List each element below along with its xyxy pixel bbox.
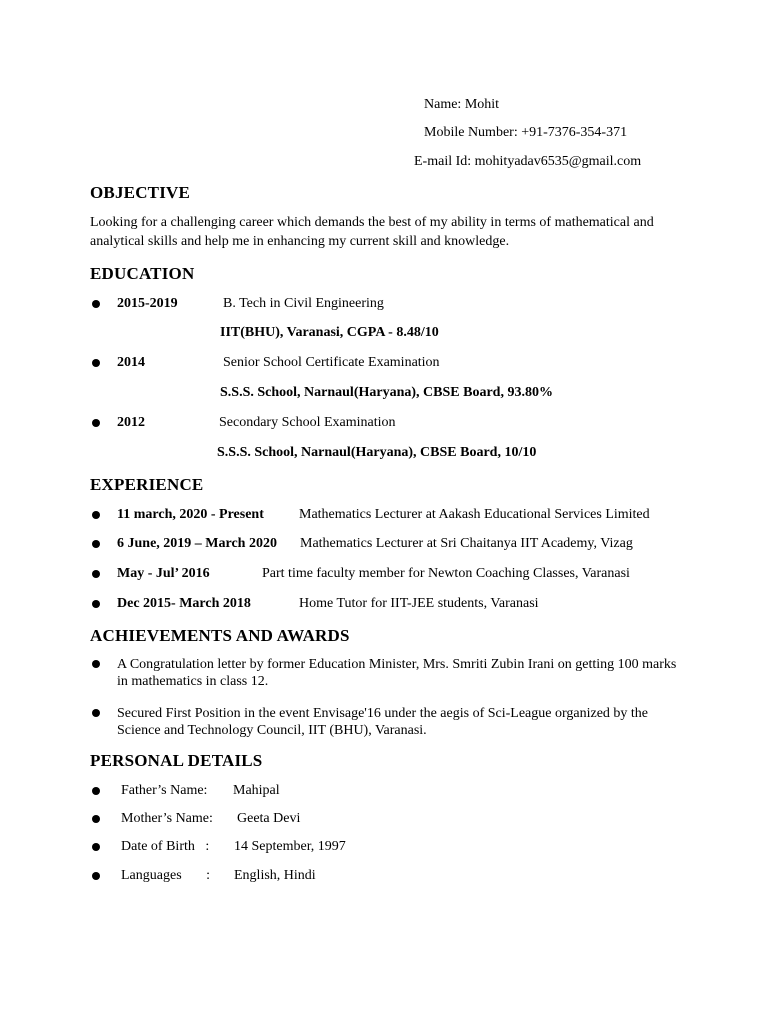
objective-text: Looking for a challenging career which demands the best of my ability in terms of mathematical and analytical skills and help me in enhancing my current skill and knowledge. — [90, 215, 654, 249]
bullet-icon — [92, 511, 100, 519]
achievement-item: A Congratulation letter by former Education Minister, Mrs. Smriti Zubin Irani on getting 100 marks in mathematics in class 12. — [117, 657, 677, 689]
bullet-icon — [92, 843, 100, 851]
bullet-icon — [92, 872, 100, 880]
objective-heading: OBJECTIVE — [90, 183, 191, 202]
personal-label: Mother’s Name: — [121, 811, 213, 826]
education-year: 2015-2019 — [117, 296, 178, 311]
education-heading: EDUCATION — [90, 264, 195, 283]
experience-heading: EXPERIENCE — [90, 475, 204, 494]
experience-period: 6 June, 2019 – March 2020 — [117, 536, 277, 551]
experience-period: Dec 2015- March 2018 — [117, 596, 251, 611]
education-title: B. Tech in Civil Engineering — [223, 296, 384, 311]
mobile-line: Mobile Number: +91-7376-354-371 — [424, 125, 628, 140]
personal-value: English, Hindi — [234, 868, 316, 883]
experience-period: May - Jul’ 2016 — [117, 566, 210, 581]
education-year: 2012 — [117, 415, 145, 430]
personal-label: Date of Birth : — [121, 839, 210, 854]
personal-value: 14 September, 1997 — [234, 839, 346, 854]
personal-label: Languages : — [121, 868, 211, 883]
education-title: Senior School Certificate Examination — [223, 355, 440, 370]
achievement-item: Secured First Position in the event Envisage'16 under the aegis of Sci-League organized by the Science and Technology Council, IIT (BHU), Varanasi. — [117, 706, 649, 738]
education-detail: S.S.S. School, Narnaul(Haryana), CBSE Board, 10/10 — [217, 445, 537, 460]
bullet-icon — [92, 709, 100, 717]
personal-value: Geeta Devi — [237, 811, 301, 826]
achievements-heading: ACHIEVEMENTS AND AWARDS — [90, 626, 350, 645]
experience-role: Part time faculty member for Newton Coaching Classes, Varanasi — [262, 566, 630, 581]
experience-role: Mathematics Lecturer at Sri Chaitanya IIT Academy, Vizag — [300, 536, 633, 551]
education-detail: IIT(BHU), Varanasi, CGPA - 8.48/10 — [220, 325, 439, 340]
bullet-icon — [92, 540, 100, 548]
personal-heading: PERSONAL DETAILS — [90, 751, 263, 770]
experience-role: Home Tutor for IIT-JEE students, Varanasi — [299, 596, 539, 611]
education-year: 2014 — [117, 355, 145, 370]
bullet-icon — [92, 815, 100, 823]
bullet-icon — [92, 787, 100, 795]
bullet-icon — [92, 300, 100, 308]
bullet-icon — [92, 570, 100, 578]
experience-role: Mathematics Lecturer at Aakash Educational Services Limited — [299, 507, 650, 522]
name-line: Name: Mohit — [424, 97, 500, 112]
experience-period: 11 march, 2020 - Present — [117, 507, 264, 522]
education-title: Secondary School Examination — [219, 415, 396, 430]
bullet-icon — [92, 600, 100, 608]
bullet-icon — [92, 660, 100, 668]
email-line: E-mail Id: mohityadav6535@gmail.com — [414, 154, 642, 169]
bullet-icon — [92, 359, 100, 367]
bullet-icon — [92, 419, 100, 427]
education-detail: S.S.S. School, Narnaul(Haryana), CBSE Board, 93.80% — [220, 385, 553, 400]
personal-label: Father’s Name: — [121, 783, 208, 798]
personal-value: Mahipal — [233, 783, 280, 798]
